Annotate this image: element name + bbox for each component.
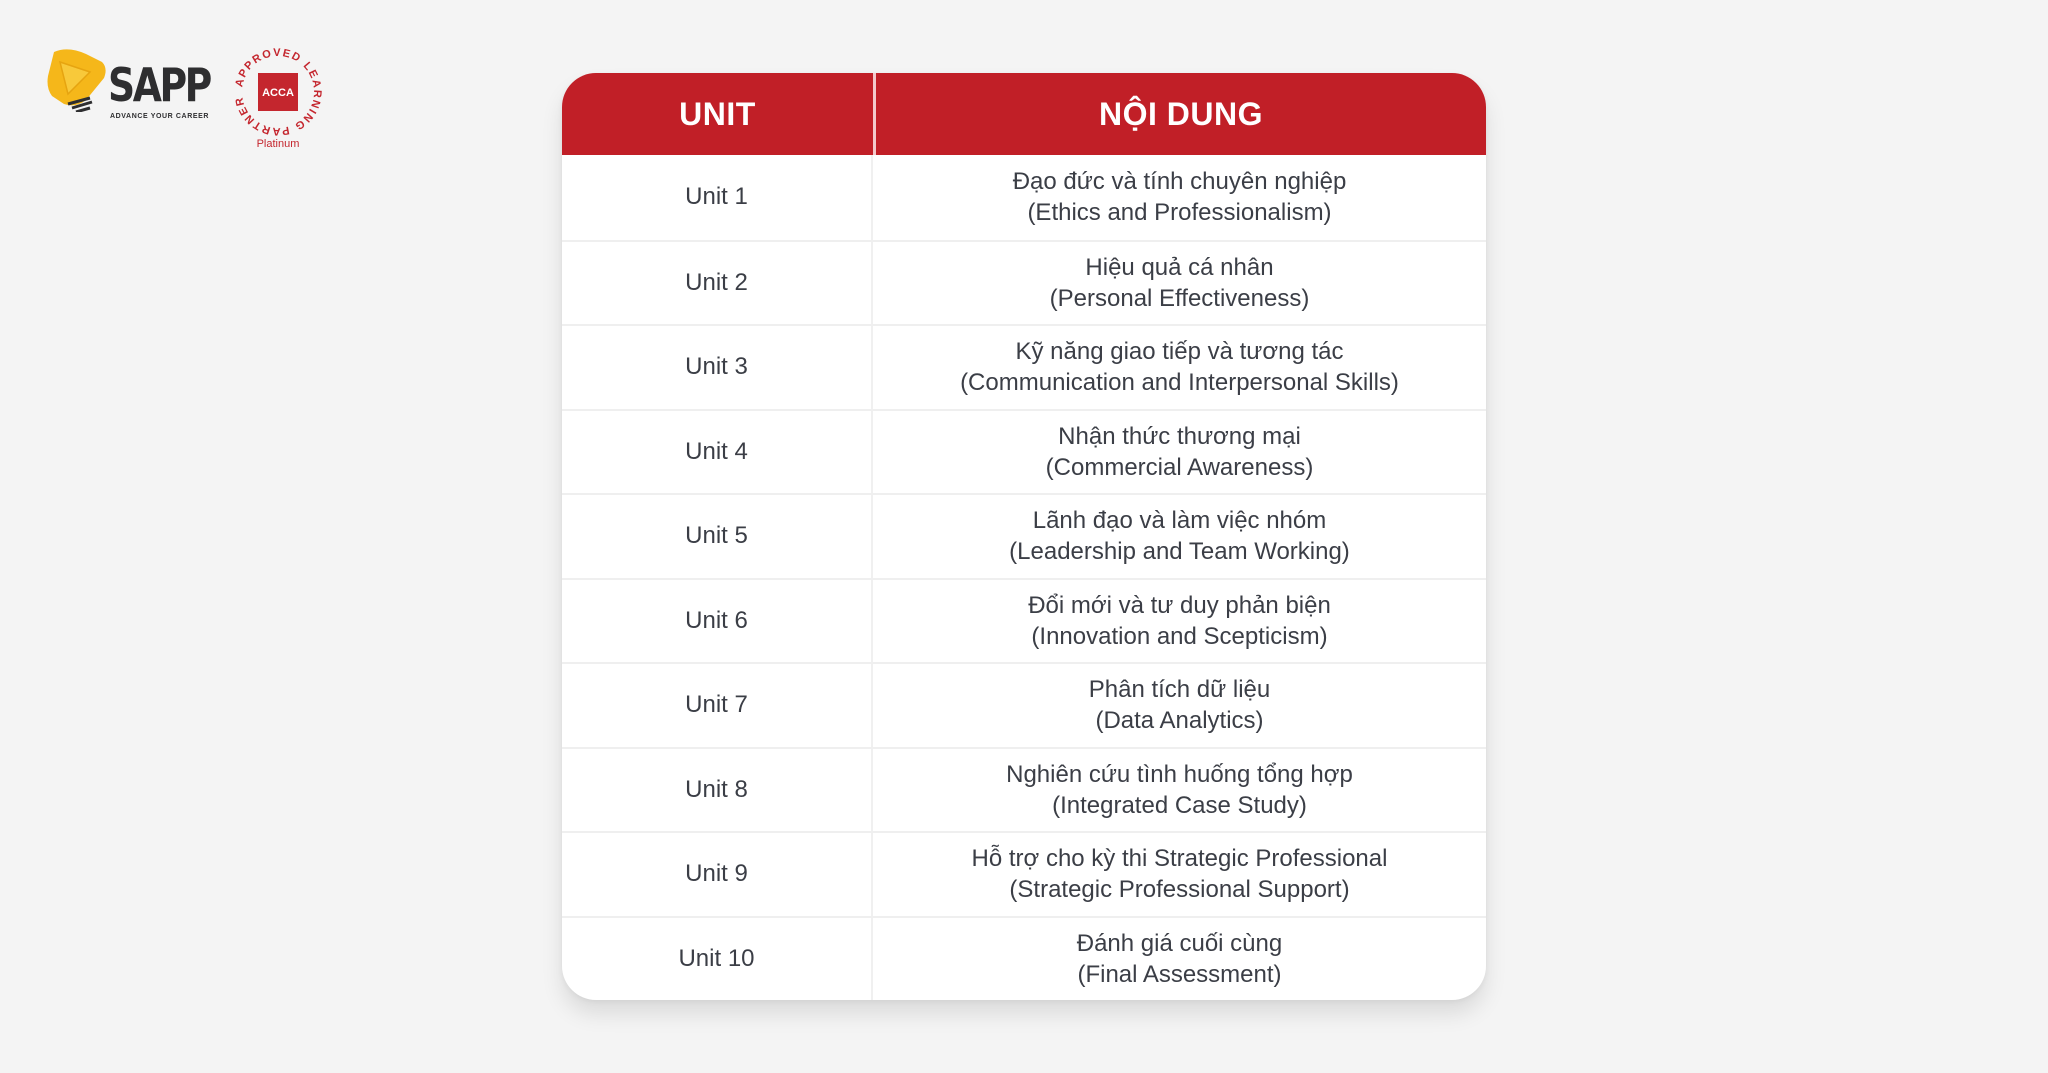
unit-cell: Unit 1 [562, 155, 873, 240]
table-row [562, 409, 1486, 494]
unit-cell: Unit 3 [562, 326, 873, 409]
table-header [562, 73, 1486, 155]
sapp-play-icon [46, 48, 108, 112]
content-cell [873, 326, 1486, 409]
acca-units-table [562, 73, 1486, 1000]
unit-cell: Unit 9 [562, 833, 873, 916]
table-row [562, 578, 1486, 663]
content-vi: Hỗ trợ cho kỳ thi Strategic Professional [971, 845, 1388, 873]
table-row [562, 916, 1486, 1001]
content-vi: Hiệu quả cá nhân [1085, 253, 1274, 281]
content-en: (Commercial Awareness) [1045, 453, 1314, 481]
content-cell [873, 833, 1486, 916]
acca-approved-partner-badge [228, 46, 328, 158]
table-row [562, 240, 1486, 325]
content-vi: Lãnh đạo và làm việc nhóm [1032, 507, 1327, 535]
content-cell [873, 749, 1486, 832]
content-vi: Nhận thức thương mại [1058, 422, 1301, 450]
svg-text:APPROVED LEARNING PARTNER: APPROVED LEARNING PARTNER [233, 46, 324, 138]
table-row [562, 747, 1486, 832]
content-cell [873, 580, 1486, 663]
table-row [562, 324, 1486, 409]
content-vi: Nghiên cứu tình huống tổng hợp [1006, 760, 1353, 788]
content-cell [873, 242, 1486, 325]
table-row [562, 493, 1486, 578]
table-row [562, 662, 1486, 747]
content-vi: Đạo đức và tính chuyên nghiệp [1012, 168, 1347, 196]
table-body [562, 155, 1486, 1000]
acca-ring-icon [228, 46, 328, 138]
sapp-logo [44, 44, 214, 124]
unit-cell: Unit 4 [562, 411, 873, 494]
unit-cell: Unit 8 [562, 749, 873, 832]
content-vi: Đổi mới và tư duy phản biện [1028, 591, 1331, 619]
table-row [562, 155, 1486, 240]
content-cell [873, 664, 1486, 747]
column-header-unit: UNIT [562, 73, 876, 155]
content-en: (Ethics and Professionalism) [1027, 199, 1332, 227]
column-header-content: NỘI DUNG [1099, 95, 1263, 132]
content-en: (Final Assessment) [1077, 960, 1282, 988]
content-cell [873, 155, 1486, 240]
content-en: (Leadership and Team Working) [1009, 538, 1350, 566]
content-en: (Innovation and Scepticism) [1031, 622, 1328, 650]
unit-cell: Unit 2 [562, 242, 873, 325]
content-vi: Đánh giá cuối cùng [1076, 929, 1283, 957]
sapp-tagline: ADVANCE YOUR CAREER [110, 113, 210, 120]
content-cell [873, 411, 1486, 494]
content-en: (Strategic Professional Support) [1009, 876, 1350, 904]
unit-cell: Unit 7 [562, 664, 873, 747]
content-en: (Data Analytics) [1095, 707, 1264, 735]
content-en: (Personal Effectiveness) [1049, 284, 1310, 312]
unit-cell: Unit 6 [562, 580, 873, 663]
sapp-wordmark: SAPP [108, 58, 210, 112]
content-vi: Kỹ năng giao tiếp và tương tác [1015, 338, 1344, 366]
content-vi: Phân tích dữ liệu [1088, 676, 1271, 704]
table-row [562, 831, 1486, 916]
content-en: (Integrated Case Study) [1052, 791, 1307, 819]
svg-text:ACCA: ACCA [262, 87, 294, 99]
unit-cell: Unit 5 [562, 495, 873, 578]
content-cell [873, 495, 1486, 578]
acca-tier-label: Platinum [256, 138, 300, 150]
content-en: (Communication and Interpersonal Skills) [960, 369, 1399, 397]
content-cell [873, 918, 1486, 1001]
unit-cell: Unit 10 [562, 918, 873, 1001]
